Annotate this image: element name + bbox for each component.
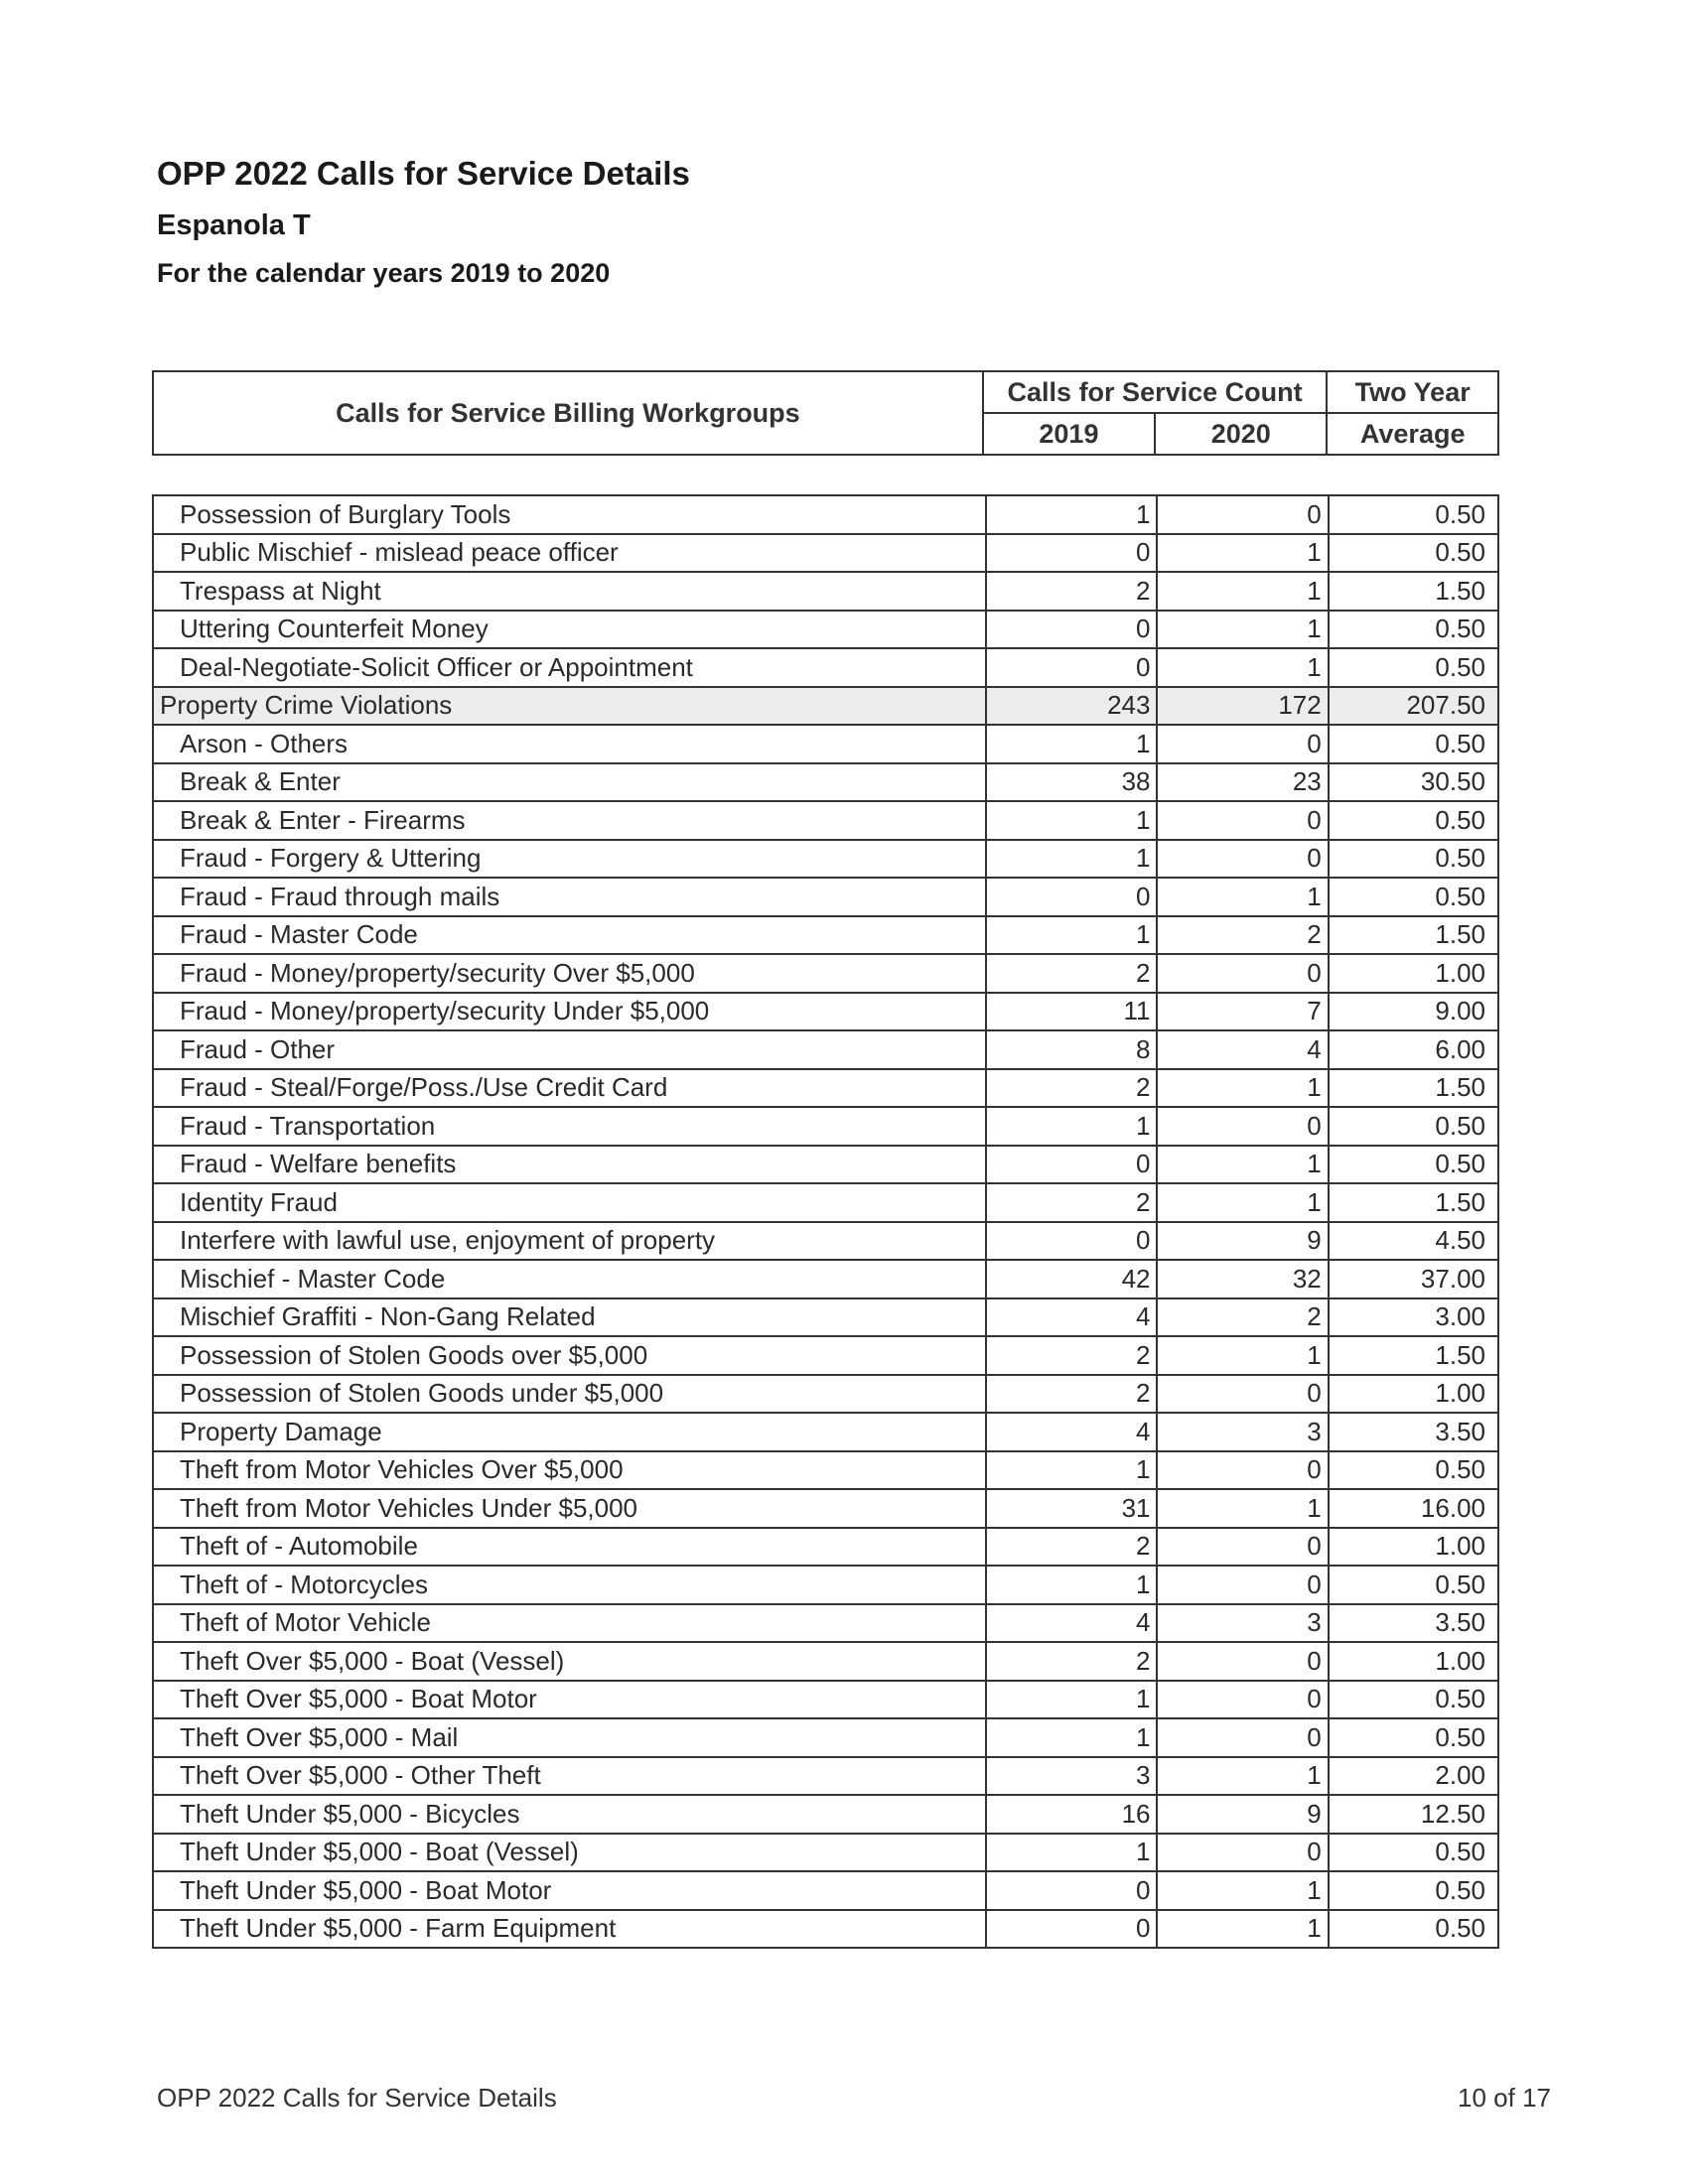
table-row — [153, 840, 1498, 879]
table-row — [153, 1681, 1498, 1719]
count-2020-cell: 2 — [1157, 916, 1328, 955]
table-row — [153, 1718, 1498, 1757]
table-row — [153, 1298, 1498, 1337]
workgroup-name-cell: Theft of Motor Vehicle — [153, 1604, 986, 1643]
workgroup-name-cell: Fraud - Fraud through mails — [153, 878, 986, 916]
table-row — [153, 1489, 1498, 1528]
count-2020-cell: 9 — [1157, 1222, 1328, 1261]
average-cell: 37.00 — [1329, 1260, 1498, 1298]
count-2020-cell: 0 — [1157, 1681, 1328, 1719]
count-2020-cell: 1 — [1157, 1183, 1328, 1222]
table-row — [153, 1757, 1498, 1796]
average-cell: 9.00 — [1329, 993, 1498, 1031]
table-row — [153, 763, 1498, 802]
workgroup-name-cell: Fraud - Other — [153, 1030, 986, 1069]
count-2019-cell: 1 — [986, 1451, 1157, 1490]
average-cell: 0.50 — [1329, 878, 1498, 916]
average-cell: 0.50 — [1329, 1451, 1498, 1490]
table-row — [153, 878, 1498, 916]
workgroup-name-cell: Identity Fraud — [153, 1183, 986, 1222]
count-2020-cell: 172 — [1157, 687, 1328, 726]
table-row — [153, 916, 1498, 955]
table-body — [153, 495, 1498, 1948]
workgroups-column-header: Calls for Service Billing Workgroups — [153, 371, 983, 455]
average-cell: 0.50 — [1329, 725, 1498, 763]
table-row — [153, 1795, 1498, 1834]
workgroup-name-cell: Interfere with lawful use, enjoyment of property — [153, 1222, 986, 1261]
average-cell: 1.50 — [1329, 916, 1498, 955]
workgroup-name-cell: Deal-Negotiate-Solicit Officer or Appointment — [153, 648, 986, 687]
average-cell: 0.50 — [1329, 1146, 1498, 1184]
count-2020-cell: 0 — [1157, 954, 1328, 993]
average-cell: 1.00 — [1329, 1642, 1498, 1681]
workgroup-name-cell: Public Mischief - mislead peace officer — [153, 534, 986, 573]
workgroup-name-cell: Theft Over $5,000 - Boat (Vessel) — [153, 1642, 986, 1681]
count-2019-cell: 1 — [986, 725, 1157, 763]
calls-data-table — [152, 494, 1499, 1949]
average-cell: 1.00 — [1329, 1375, 1498, 1414]
workgroup-name-cell: Theft Over $5,000 - Mail — [153, 1718, 986, 1757]
table-row — [153, 1030, 1498, 1069]
count-2019-cell: 11 — [986, 993, 1157, 1031]
average-cell: 3.50 — [1329, 1604, 1498, 1643]
average-cell: 0.50 — [1329, 495, 1498, 534]
workgroup-name-cell: Property Crime Violations — [153, 687, 986, 726]
count-2019-cell: 0 — [986, 534, 1157, 573]
workgroup-name-cell: Arson - Others — [153, 725, 986, 763]
count-2020-cell: 1 — [1157, 572, 1328, 611]
year-2019-header: 2019 — [983, 413, 1155, 455]
workgroup-name-cell: Theft Under $5,000 - Bicycles — [153, 1795, 986, 1834]
workgroup-name-cell: Theft Under $5,000 - Farm Equipment — [153, 1910, 986, 1949]
count-2020-cell: 0 — [1157, 801, 1328, 840]
average-cell: 6.00 — [1329, 1030, 1498, 1069]
average-cell: 2.00 — [1329, 1757, 1498, 1796]
count-2020-cell: 1 — [1157, 534, 1328, 573]
count-2019-cell: 2 — [986, 954, 1157, 993]
count-2020-cell: 0 — [1157, 840, 1328, 879]
average-cell: 0.50 — [1329, 1910, 1498, 1949]
count-2019-cell: 0 — [986, 1910, 1157, 1949]
page-number: 10 of 17 — [1458, 2083, 1551, 2113]
count-2019-cell: 1 — [986, 1107, 1157, 1146]
average-cell: 0.50 — [1329, 1107, 1498, 1146]
average-cell: 0.50 — [1329, 648, 1498, 687]
workgroup-name-cell: Fraud - Steal/Forge/Poss./Use Credit Card — [153, 1069, 986, 1108]
count-2019-cell: 0 — [986, 1146, 1157, 1184]
count-column-header: Calls for Service Count — [983, 371, 1328, 413]
table-row — [153, 534, 1498, 573]
count-2020-cell: 3 — [1157, 1413, 1328, 1451]
count-2020-cell: 0 — [1157, 725, 1328, 763]
count-2020-cell: 2 — [1157, 1298, 1328, 1337]
average-cell: 3.50 — [1329, 1413, 1498, 1451]
count-2020-cell: 1 — [1157, 878, 1328, 916]
count-2019-cell: 1 — [986, 1566, 1157, 1604]
average-cell: 1.50 — [1329, 1069, 1498, 1108]
count-2020-cell: 1 — [1157, 1336, 1328, 1375]
workgroup-name-cell: Fraud - Transportation — [153, 1107, 986, 1146]
count-2019-cell: 2 — [986, 572, 1157, 611]
count-2019-cell: 4 — [986, 1298, 1157, 1337]
average-cell: 12.50 — [1329, 1795, 1498, 1834]
count-2020-cell: 1 — [1157, 1069, 1328, 1108]
average-cell: 4.50 — [1329, 1222, 1498, 1261]
count-2020-cell: 1 — [1157, 1910, 1328, 1949]
table-row — [153, 1183, 1498, 1222]
count-2020-cell: 4 — [1157, 1030, 1328, 1069]
table-row — [153, 801, 1498, 840]
count-2020-cell: 32 — [1157, 1260, 1328, 1298]
count-2019-cell: 0 — [986, 1871, 1157, 1910]
count-2019-cell: 1 — [986, 840, 1157, 879]
footer-title: OPP 2022 Calls for Service Details — [157, 2083, 557, 2113]
count-2019-cell: 0 — [986, 1222, 1157, 1261]
workgroup-name-cell: Property Damage — [153, 1413, 986, 1451]
workgroup-name-cell: Fraud - Welfare benefits — [153, 1146, 986, 1184]
count-2019-cell: 31 — [986, 1489, 1157, 1528]
average-cell: 0.50 — [1329, 1834, 1498, 1872]
count-2019-cell: 0 — [986, 648, 1157, 687]
workgroup-name-cell: Break & Enter - Firearms — [153, 801, 986, 840]
workgroup-name-cell: Fraud - Money/property/security Under $5,000 — [153, 993, 986, 1031]
count-2019-cell: 2 — [986, 1528, 1157, 1567]
count-2019-cell: 1 — [986, 1834, 1157, 1872]
average-cell: 0.50 — [1329, 1871, 1498, 1910]
average-column-header-line1: Two Year — [1327, 371, 1498, 413]
average-cell: 1.50 — [1329, 572, 1498, 611]
count-2019-cell: 2 — [986, 1336, 1157, 1375]
average-cell: 0.50 — [1329, 801, 1498, 840]
table-row — [153, 1146, 1498, 1184]
workgroup-name-cell: Possession of Burglary Tools — [153, 495, 986, 534]
workgroup-name-cell: Possession of Stolen Goods under $5,000 — [153, 1375, 986, 1414]
count-2020-cell: 1 — [1157, 1871, 1328, 1910]
average-column-header-line2: Average — [1327, 413, 1498, 455]
count-2020-cell: 0 — [1157, 1566, 1328, 1604]
count-2020-cell: 1 — [1157, 1146, 1328, 1184]
average-cell: 30.50 — [1329, 763, 1498, 802]
workgroup-name-cell: Fraud - Money/property/security Over $5,000 — [153, 954, 986, 993]
average-cell: 0.50 — [1329, 1566, 1498, 1604]
count-2019-cell: 2 — [986, 1375, 1157, 1414]
workgroup-name-cell: Mischief - Master Code — [153, 1260, 986, 1298]
table-row — [153, 1336, 1498, 1375]
workgroup-name-cell: Theft Under $5,000 - Boat (Vessel) — [153, 1834, 986, 1872]
average-cell: 0.50 — [1329, 840, 1498, 879]
count-2020-cell: 7 — [1157, 993, 1328, 1031]
count-2019-cell: 2 — [986, 1642, 1157, 1681]
table-row — [153, 495, 1498, 534]
table-row — [153, 1528, 1498, 1567]
count-2019-cell: 1 — [986, 495, 1157, 534]
table-row — [153, 1604, 1498, 1643]
count-2020-cell: 0 — [1157, 1451, 1328, 1490]
count-2020-cell: 0 — [1157, 1375, 1328, 1414]
count-2019-cell: 38 — [986, 763, 1157, 802]
average-cell: 0.50 — [1329, 1681, 1498, 1719]
count-2020-cell: 0 — [1157, 495, 1328, 534]
table-row — [153, 1222, 1498, 1261]
workgroup-name-cell: Theft from Motor Vehicles Under $5,000 — [153, 1489, 986, 1528]
workgroup-name-cell: Fraud - Forgery & Uttering — [153, 840, 986, 879]
table-row — [153, 1566, 1498, 1604]
workgroup-name-cell: Possession of Stolen Goods over $5,000 — [153, 1336, 986, 1375]
table-row — [153, 1375, 1498, 1414]
table-header — [152, 370, 1499, 456]
count-2019-cell: 2 — [986, 1183, 1157, 1222]
count-2019-cell: 0 — [986, 611, 1157, 649]
count-2019-cell: 4 — [986, 1604, 1157, 1643]
average-cell: 1.50 — [1329, 1336, 1498, 1375]
count-2019-cell: 42 — [986, 1260, 1157, 1298]
count-2020-cell: 3 — [1157, 1604, 1328, 1643]
count-2019-cell: 16 — [986, 1795, 1157, 1834]
count-2020-cell: 0 — [1157, 1642, 1328, 1681]
table-row — [153, 725, 1498, 763]
table-row — [153, 1069, 1498, 1108]
count-2020-cell: 1 — [1157, 648, 1328, 687]
count-2019-cell: 1 — [986, 801, 1157, 840]
average-cell: 0.50 — [1329, 611, 1498, 649]
count-2020-cell: 0 — [1157, 1107, 1328, 1146]
workgroup-name-cell: Break & Enter — [153, 763, 986, 802]
workgroup-name-cell: Theft of - Automobile — [153, 1528, 986, 1567]
workgroup-name-cell: Trespass at Night — [153, 572, 986, 611]
table-row — [153, 1260, 1498, 1298]
workgroup-name-cell: Uttering Counterfeit Money — [153, 611, 986, 649]
group-total-row — [153, 687, 1498, 726]
workgroup-name-cell: Theft from Motor Vehicles Over $5,000 — [153, 1451, 986, 1490]
count-2020-cell: 1 — [1157, 1489, 1328, 1528]
table-row — [153, 1107, 1498, 1146]
count-2020-cell: 1 — [1157, 1757, 1328, 1796]
count-2019-cell: 243 — [986, 687, 1157, 726]
workgroup-name-cell: Theft Under $5,000 - Boat Motor — [153, 1871, 986, 1910]
table-row — [153, 1413, 1498, 1451]
average-cell: 3.00 — [1329, 1298, 1498, 1337]
table-row — [153, 1642, 1498, 1681]
table-row — [153, 1451, 1498, 1490]
count-2020-cell: 9 — [1157, 1795, 1328, 1834]
count-2020-cell: 23 — [1157, 763, 1328, 802]
table-row — [153, 1871, 1498, 1910]
average-cell: 0.50 — [1329, 534, 1498, 573]
table-row — [153, 954, 1498, 993]
table-row — [153, 572, 1498, 611]
average-cell: 207.50 — [1329, 687, 1498, 726]
count-2019-cell: 8 — [986, 1030, 1157, 1069]
count-2019-cell: 4 — [986, 1413, 1157, 1451]
page-header — [157, 157, 690, 287]
year-2020-header: 2020 — [1155, 413, 1327, 455]
count-2020-cell: 0 — [1157, 1718, 1328, 1757]
count-2020-cell: 1 — [1157, 611, 1328, 649]
count-2019-cell: 1 — [986, 1718, 1157, 1757]
workgroup-name-cell: Theft Over $5,000 - Boat Motor — [153, 1681, 986, 1719]
count-2019-cell: 2 — [986, 1069, 1157, 1108]
table-row — [153, 1910, 1498, 1949]
table-row — [153, 1834, 1498, 1872]
page-subtitle: Espanola T — [157, 209, 311, 241]
workgroup-name-cell: Fraud - Master Code — [153, 916, 986, 955]
count-2019-cell: 1 — [986, 916, 1157, 955]
average-cell: 16.00 — [1329, 1489, 1498, 1528]
table-row — [153, 648, 1498, 687]
count-2020-cell: 0 — [1157, 1528, 1328, 1567]
date-range-caption: For the calendar years 2019 to 2020 — [157, 258, 611, 288]
count-2019-cell: 0 — [986, 878, 1157, 916]
count-2020-cell: 0 — [1157, 1834, 1328, 1872]
table-row — [153, 611, 1498, 649]
average-cell: 1.50 — [1329, 1183, 1498, 1222]
page-title: OPP 2022 Calls for Service Details — [157, 155, 690, 192]
workgroup-name-cell: Theft of - Motorcycles — [153, 1566, 986, 1604]
workgroup-name-cell: Theft Over $5,000 - Other Theft — [153, 1757, 986, 1796]
average-cell: 0.50 — [1329, 1718, 1498, 1757]
average-cell: 1.00 — [1329, 1528, 1498, 1567]
workgroup-name-cell: Mischief Graffiti - Non-Gang Related — [153, 1298, 986, 1337]
table-row — [153, 993, 1498, 1031]
count-2019-cell: 3 — [986, 1757, 1157, 1796]
average-cell: 1.00 — [1329, 954, 1498, 993]
count-2019-cell: 1 — [986, 1681, 1157, 1719]
